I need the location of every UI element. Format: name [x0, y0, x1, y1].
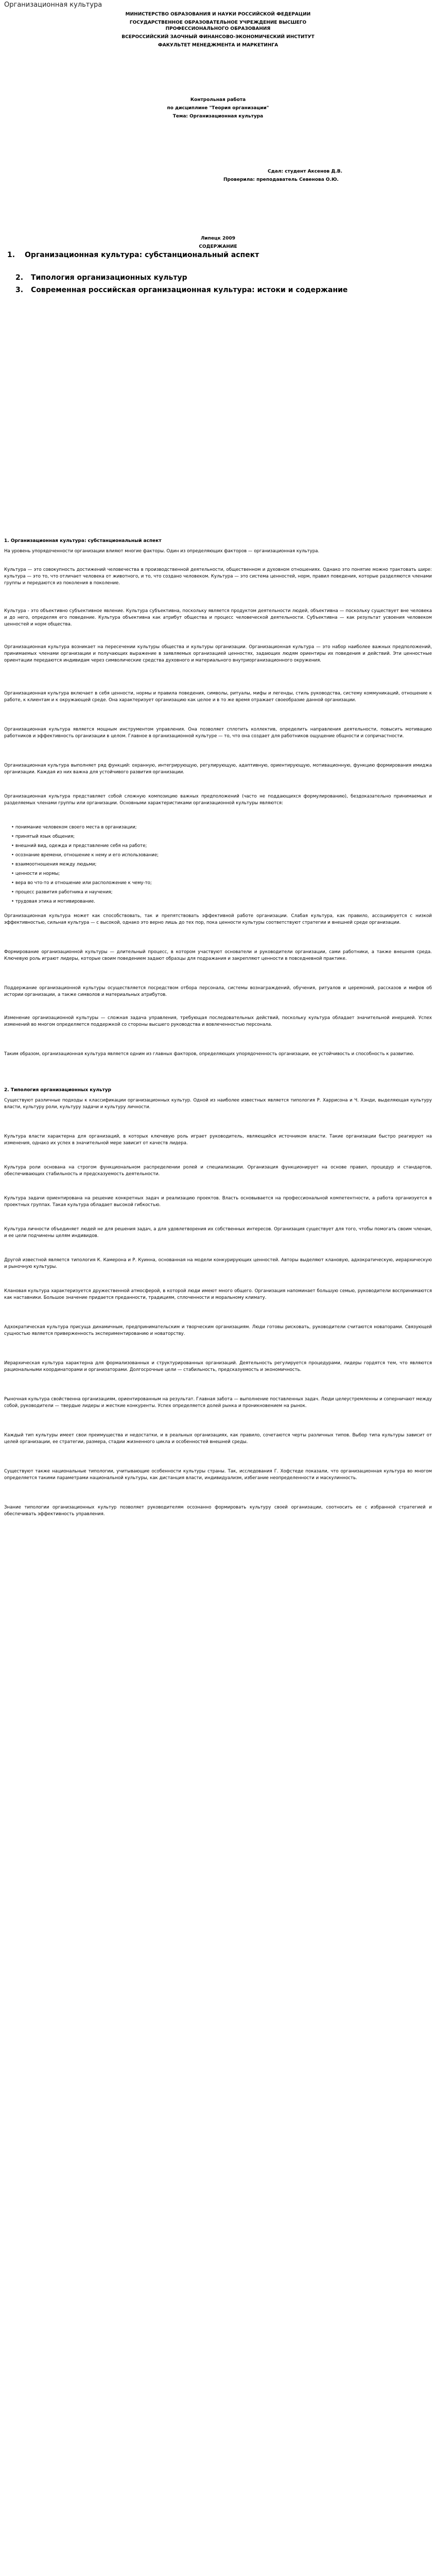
discipline-line: по дисциплине "Теория организации" — [167, 106, 269, 111]
paragraph: На уровень упорядоченности организации влияют многие факторы. Один из определяющих факторов — организационная культура. — [4, 549, 320, 554]
list-item: • ценности и нормы; — [11, 871, 60, 876]
contents-title: СОДЕРЖАНИЕ — [199, 244, 237, 249]
work-type: Контрольная работа — [190, 97, 246, 103]
paragraph: Рыночная культура свойственна организациям, ориентированным на результат. Главная забота — выполнение поставленных задач. Люди целеустремленны и соперничают между собой, руководители — твердые лидеры и жесткие конкуренты. Успех определяется долей рынка и проникновением на рынок. — [4, 1397, 432, 1409]
list-item: • осознание времени, отношение к нему и его использование; — [11, 853, 159, 858]
paragraph: Культура задачи ориентирована на решение конкретных задач и реализацию проектов. Власть основывается на профессиональной компетентности, а работа организуется в проектных группах. Такая культура обладает высокой гибкостью. — [4, 1196, 432, 1208]
list-item: • принятый язык общения; — [11, 834, 75, 839]
paragraph: Культура личности объединяет людей не для решения задач, а для удовлетворения их собственных интересов. Организация существует для того, чтобы помогать своим членам, и ее цели подчинены целям индивидов. — [4, 1227, 432, 1239]
paragraph: Таким образом, организационная культура является одним из главных факторов, определяющих упорядоченность организации, ее устойчивость и способность к развитию. — [4, 1052, 414, 1057]
list-item: • понимание человеком своего места в организации; — [11, 825, 137, 830]
paragraph: Изменение организационной культуры — сложная задача управления, требующая последовательных действий, поскольку культура обладает значительной инерцией. Успех изменений во многом определяется поддержкой со стороны высшего руководства и вовлеченностью персонала. — [4, 1015, 432, 1028]
paragraph: Иерархическая культура характерна для формализованных и структурированных организаций. Деятельность регулируется процедурами, лидеры гордятся тем, что являются рациональными координаторами и организаторами. Долгосрочные цели — стабильность, предсказуемость и экономичность. — [4, 1361, 432, 1373]
paragraph: Организационная культура представляет собой сложную композицию важных предположений (часто не поддающихся формулированию), бездоказательно принимаемых и разделяемых членами группы или организации. Основными характеристиками организационной культуры являются: — [4, 794, 432, 806]
section-2-heading: 2. Типология организационных культур — [4, 1088, 112, 1093]
topic-line: Тема: Организационная культура — [172, 114, 264, 119]
site-title: Организационная культура — [4, 1, 102, 9]
teacher-line: Проверила: преподаватель Севенова О.Ю. — [223, 177, 339, 182]
paragraph: Организационная культура выполняет ряд функций: охранную, интегрирующую, регулирующую, адаптивную, ориентирующую, мотивационную, функцию формирования имиджа организации. Каждая из них важна для устойчивого развития организации. — [4, 763, 432, 775]
paragraph: Существуют различные подходы к классификации организационных культур. Одной из наиболее известных является типология Р. Харрисона и Ч. Хэнди, выделяющая культуру власти, культуру роли, культуру задачи и культуру личности. — [4, 1098, 432, 1110]
list-item: • вера во что-то и отношение или расположение к чему-то; — [11, 880, 152, 886]
toc-item-3[interactable] — [15, 285, 422, 295]
institution-line-1: ГОСУДАРСТВЕННОЕ ОБРАЗОВАТЕЛЬНОЕ УЧРЕЖДЕНИЕ ВЫСШЕГО — [129, 20, 307, 25]
paragraph: Клановая культура характеризуется дружественной атмосферой, в которой люди имеют много общего. Организация напоминает большую семью, руководители воспринимаются как наставники. Большое значение придается преданности, традициям, сплоченности и моральному климату. — [4, 1289, 432, 1301]
paragraph: Культура власти характерна для организаций, в которых ключевую роль играет руководитель, являющийся источником власти. Такие организации быстро реагируют на изменения, однако их успех в значительной мере зависит от качеств лидера. — [4, 1134, 432, 1146]
paragraph: Организационная культура является мощным инструментом управления. Она позволяет сплотить коллектив, определить направления деятельности, повысить мотивацию работников и эффективность организации в целом. Главное в организационной культуре — то, что она создает для работников ощущение общности и сопричастности. — [4, 727, 432, 739]
list-item: • взаимоотношения между людьми; — [11, 862, 97, 867]
section-1-heading: 1. Организационная культура: субстанциональный аспект — [4, 538, 162, 544]
paragraph: Каждый тип культуры имеет свои преимущества и недостатки, и в реальных организациях, как правило, сочетаются черты различных типов. Выбор типа культуры зависит от целей организации, ее стратегии, размера, стадии жизненного цикла и особенностей внешней среды. — [4, 1433, 432, 1445]
toc-text: Типология организационных культур — [30, 274, 187, 282]
student-line: Сдал: студент Аксенов Д.В. — [268, 169, 343, 174]
toc-num: 1. — [7, 251, 15, 259]
paragraph: Существуют также национальные типологии, учитывающие особенности культуры страны. Так, исследования Г. Хофстеде показали, что организационная культура во многом определяется такими параметрами национальной культуры, как дистанция власти, индивидуализм, избегание неопределенности и маскулинность. — [4, 1469, 432, 1481]
institute-line: ВСЕРОССИЙСКИЙ ЗАОЧНЫЙ ФИНАНСОВО-ЭКОНОМИЧЕСКИЙ ИНСТИТУТ — [121, 35, 315, 40]
toc-item-2[interactable] — [15, 273, 187, 282]
paragraph: Поддержание организационной культуры осуществляется посредством отбора персонала, системы вознаграждений, обучения, ритуалов и церемоний, рассказов и мифов об истории организации, а также символов и материальных атрибутов. — [4, 986, 432, 998]
paragraph: Культура — это совокупность достижений человечества в производственной деятельности, общественном и духовном отношениях. Однако это понятие можно трактовать шире: культура — это то, что отличает человека от животного, и то, что создано человеком. Культура — это система ценностей, норм, правил поведения, которые разделяются членами группы и передаются из поколения в поколение. — [4, 567, 432, 586]
city-year: Липецк 2009 — [200, 236, 236, 241]
toc-item-1[interactable] — [7, 250, 259, 260]
toc-text: Современная российская организационная культура: истоки и содержание — [30, 286, 348, 294]
toc-num: 2. — [15, 274, 24, 282]
institution-line-2: ПРОФЕССИОНАЛЬНОГО ОБРАЗОВАНИЯ — [165, 26, 271, 31]
paragraph: Организационная культура включает в себя ценности, нормы и правила поведения, символы, ритуалы, мифы и легенды, стиль руководства, систему коммуникаций, отношение к работе, к клиентам и к окружающей среде. Она характеризует организацию как целое и в то же время отражает своеобразие данной организации. — [4, 691, 432, 703]
paragraph: Адхократическая культура присуща динамичным, предпринимательским и творческим организациям. Люди готовы рисковать, руководители считаются новаторами. Связующей сущностью является приверженность экспериментированию и новаторству. — [4, 1325, 432, 1337]
faculty-line: ФАКУЛЬТЕТ МЕНЕДЖМЕНТА И МАРКЕТИНГА — [158, 43, 278, 48]
list-item: • трудовая этика и мотивирование. — [11, 899, 95, 904]
paragraph: Формирование организационной культуры — длительный процесс, в котором участвуют основатели и руководители организации, сами работники, а также внешняя среда. Ключевую роль играют лидеры, которые своим поведением задают образцы для подражания и закрепляют ценности в повседневной практике. — [4, 950, 432, 962]
paragraph: Культура - это объективно субъективное явление. Культура субъективна, поскольку является продуктом деятельности людей, объективна — поскольку существует вне человека и до него, определяя его поведение. Культура объективна как атрибут общества и процесс человеческой деятельности. Субъективна — как результат усвоения человеком ценностей и норм общества. — [4, 608, 432, 628]
paragraph: Организационная культура может как способствовать, так и препятствовать эффективной работе организации. Слабая культура, как правило, ассоциируется с низкой эффективностью, сильная культура — с высокой, однако это верно лишь до тех пор, пока ценности культуры соответствуют стратегии и внешней среде организации. — [4, 913, 432, 926]
toc-num: 3. — [15, 286, 24, 294]
list-item: • процесс развития работника и научения; — [11, 890, 113, 895]
paragraph: Другой известной является типология К. Камерона и Р. Куинна, основанная на модели конкурирующих ценностей. Авторы выделяют клановую, адхократическую, иерархическую и рыночную культуры. — [4, 1258, 432, 1270]
paragraph: Организационная культура возникает на пересечении культуры общества и культуры организации. Организационная культура — это набор наиболее важных предположений, принимаемых членами организации и получающих выражение в заявляемых организацией ценностях, задающих людям ориентиры их поведения и действий. Эти ценностные ориентации передаются индивидам через символические средства духовного и материального внутриорганизационного окружения. — [4, 645, 432, 664]
ministry-line: МИНИСТЕРСТВО ОБРАЗОВАНИЯ И НАУКИ РОССИЙСКОЙ ФЕДЕРАЦИИ — [125, 12, 311, 17]
paragraph: Знание типологии организационных культур позволяет руководителям осознанно формировать культуру своей организации, соотносить ее с избранной стратегией и обеспечивать эффективность управления. — [4, 1505, 432, 1517]
list-item: • внешний вид, одежда и представление себя на работе; — [11, 843, 147, 849]
toc-text: Организационная культура: субстанциональный аспект — [24, 251, 259, 259]
paragraph: Культура роли основана на строгом функциональном распределении ролей и специализации. Организация функционирует на основе правил, процедур и стандартов, обеспечивающих стабильность и предсказуемость деятельности. — [4, 1165, 432, 1177]
